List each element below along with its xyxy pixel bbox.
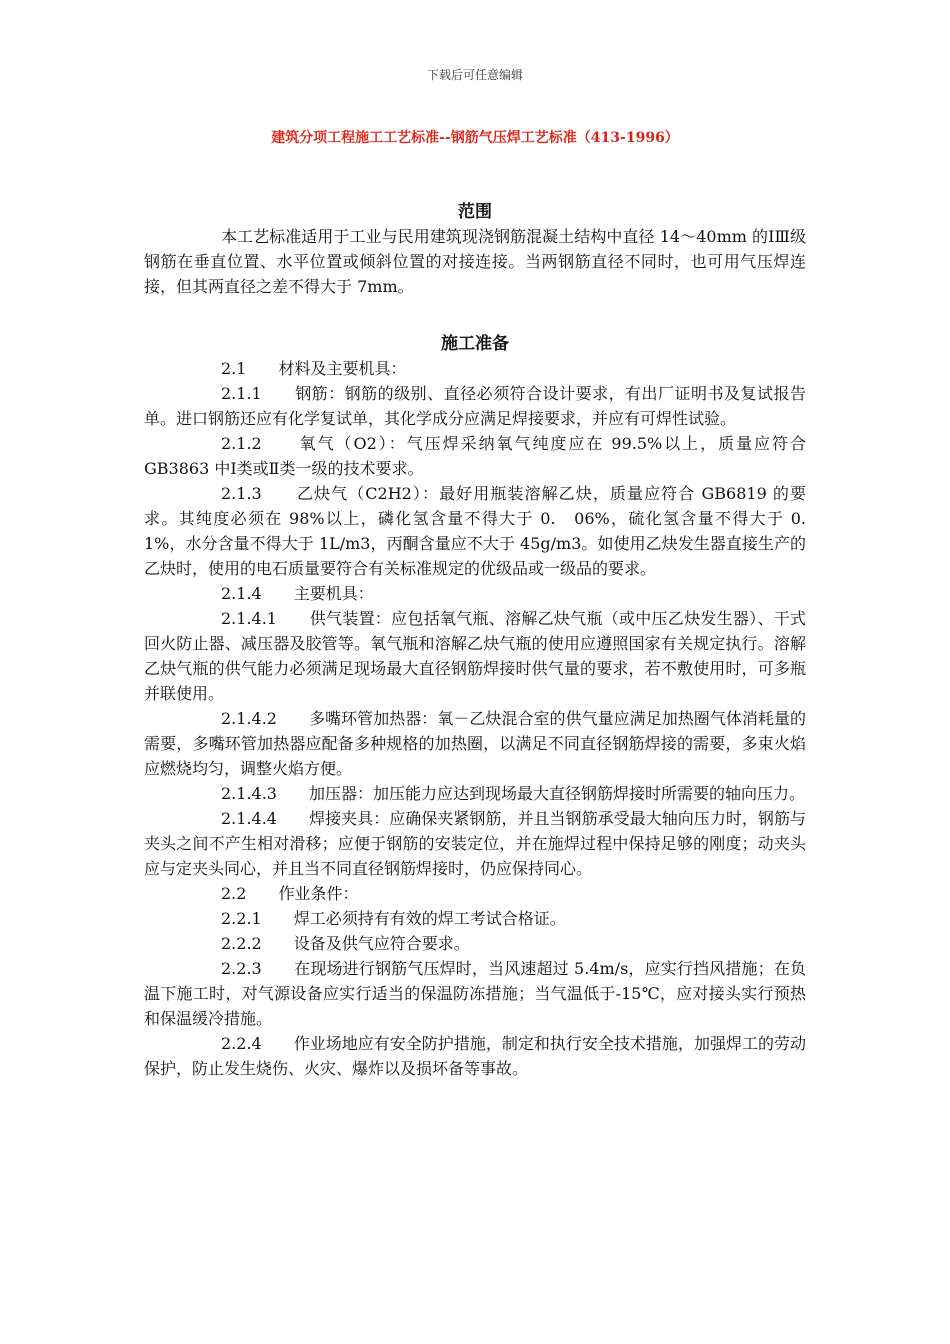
clause-2-1-4-1: 2.1.4.1 供气装置：应包括氧气瓶、溶解乙炔气瓶（或中压乙炔发生器）、干式回火防止器、减压器及胶管等。氧气瓶和溶解乙炔气瓶的使用应遵照国家有关规定执行。溶解乙炔气瓶的供气能力必须满足现场最大直径钢筋焊接时供气量的要求，若不敷使用时，可多瓶并联使用。 <box>144 609 806 703</box>
section-heading-preparation: 施工准备 <box>441 334 509 354</box>
clause-2-1-4-2: 2.1.4.2 多嘴环管加热器：氧－乙炔混合室的供气量应满足加热圈气体消耗量的需要，多嘴环管加热器应配备多种规格的加热圈，以满足不同直径钢筋焊接的需要，多束火焰应燃烧均匀，调整火焰方便。 <box>144 709 806 778</box>
clause-2-1-3: 2.1.3 乙炔气（C2H2）：最好用瓶装溶解乙炔，质量应符合 GB6819 的要求。其纯度必须在 98%以上，磷化氢含量不得大于 0. 06%，硫化氢含量不得大于 0. 1%，水分含量不得大于 1L/m3，丙酮含量应不大于 45g/m3。如使用乙炔发生器直接生产的乙炔时，使用的电石质量要符合有关标准规定的优级品或一级品的要求。 <box>144 484 823 578</box>
section-heading-scope: 范围 <box>458 202 492 222</box>
download-note: 下载后可任意编辑 <box>426 68 523 82</box>
clause-2-2-3: 2.2.3 在现场进行钢筋气压焊时，当风速超过 5.4m/s，应实行挡风措施；在负温下施工时，对气源设备应实行适当的保温防冻措施；当气温低于-15℃，应对接头实行预热和保温缓冷措施。 <box>144 959 806 1028</box>
clause-2-2: 2.2 作业条件： <box>221 884 359 903</box>
clause-2-1-4: 2.1.4 主要机具： <box>221 584 374 603</box>
clause-2-1-1: 2.1.1 钢筋：钢筋的级别、直径必须符合设计要求，有出厂证明书及复试报告单。进口钢筋还应有化学复试单，其化学成分应满足焊接要求，并应有可焊性试验。 <box>144 384 806 428</box>
clause-2-1-2: 2.1.2 氧气（O2）：气压焊采纳氧气纯度应在 99.5%以上，质量应符合 GB3863 中Ⅰ类或Ⅱ类一级的技术要求。 <box>144 434 812 478</box>
clause-2-1-4-3: 2.1.4.3 加压器：加压能力应达到现场最大直径钢筋焊接时所需要的轴向压力。 <box>221 784 805 803</box>
scope-paragraph: 本工艺标准适用于工业与民用建筑现浇钢筋混凝土结构中直径 14～40mm 的ⅠⅢ级钢筋在垂直位置、水平位置或倾斜位置的对接连接。当两钢筋直径不同时，也可用气压焊连接，但其两直径之差不得大于 7mm。 <box>144 227 806 296</box>
clause-2-2-1: 2.2.1 焊工必须持有有效的焊工考试合格证。 <box>221 909 566 928</box>
clause-2-1: 2.1 材料及主要机具： <box>221 359 407 378</box>
document-body <box>144 200 823 1081</box>
clause-2-1-4-4: 2.1.4.4 焊接夹具：应确保夹紧钢筋，并且当钢筋承受最大轴向压力时，钢筋与夹头之间不产生相对滑移；应便于钢筋的安装定位，并在施焊过程中保持足够的刚度；动夹头应与定夹头同心，并且当不同直径钢筋焊接时，仍应保持同心。 <box>144 809 806 878</box>
clause-2-2-2: 2.2.2 设备及供气应符合要求。 <box>221 934 470 953</box>
clause-2-2-4: 2.2.4 作业场地应有安全防护措施，制定和执行安全技术措施，加强焊工的劳动保护，防止发生烧伤、火灾、爆炸以及损坏备等事故。 <box>144 1034 806 1078</box>
document-title: 建筑分项工程施工工艺标准--钢筋气压焊工艺标准（413-1996） <box>271 130 679 146</box>
